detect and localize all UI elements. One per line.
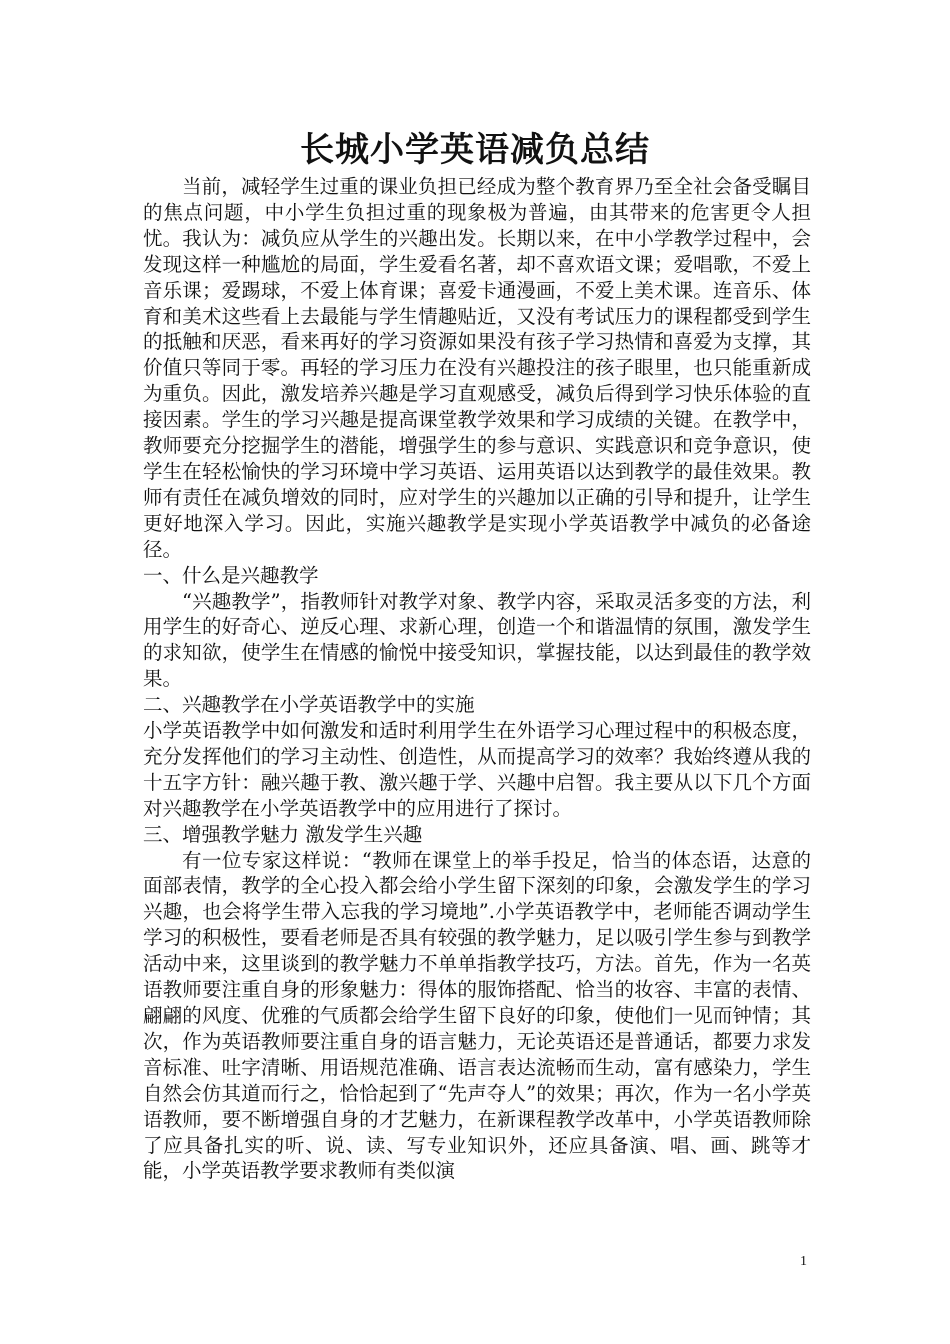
section-2-heading: 二、兴趣教学在小学英语教学中的实施 xyxy=(143,693,475,717)
section-1-paragraph: “兴趣教学”，指教师针对教学对象、教学内容，采取灵活多变的方法，利用学生的好奇心、逆反心理、求新心理，创造一个和谐温情的氛围，激发学生的求知欲，使学生在情感的愉悦中接受知识，掌握技能，以达到最佳的教学效果。 xyxy=(143,589,811,691)
intro-paragraph: 当前，减轻学生过重的课业负担已经成为整个教育界乃至全社会备受瞩目的焦点问题，中小学生负担过重的现象极为普遍，由其带来的危害更令人担忧。我认为：减负应从学生的兴趣出发。长期以来，在中小学教学过程中，会发现这样一种尴尬的局面，学生爱看名著，却不喜欢语文课；爱唱歌，不爱上音乐课；爱踢球，不爱上体育课；喜爱卡通漫画，不爱上美术课。连音乐、体育和美术这些看上去最能与学生情趣贴近，又没有考试压力的课程都受到学生的抵触和厌恶，看来再好的学习资源如果没有孩子学习热情和喜爱为支撑，其价值只等同于零。再轻的学习压力在没有兴趣投注的孩子眼里，也只能重新成为重负。因此，激发培养兴趣是学习直观感受，减负后得到学习快乐体验的直接因素。学生的学习兴趣是提高课堂教学效果和学习成绩的关键。在教学中，教师要充分挖掘学生的潜能，增强学生的参与意识、实践意识和竞争意识，使学生在轻松愉快的学习环境中学习英语、运用英语以达到教学的最佳效果。教师有责任在减负增效的同时，应对学生的兴趣加以正确的引导和提升，让学生更好地深入学习。因此，实施兴趣教学是实现小学英语教学中减负的必备途径。 xyxy=(143,175,811,561)
document-title: 长城小学英语减负总结 xyxy=(300,130,650,170)
section-1-heading: 一、什么是兴趣教学 xyxy=(143,563,319,587)
page-number: 1 xyxy=(800,1254,807,1269)
section-2-paragraph: 小学英语教学中如何激发和适时利用学生在外语学习心理过程中的积极态度，充分发挥他们的学习主动性、创造性，从而提高学习的效率？我始终遵从我的十五字方针：融兴趣于教、激兴趣于学、兴趣中启智。我主要从以下几个方面对兴趣教学在小学英语教学中的应用进行了探讨。 xyxy=(143,719,811,820)
section-3-heading: 三、增强教学魅力 激发学生兴趣 xyxy=(143,822,423,846)
section-3-paragraph: 有一位专家这样说：“教师在课堂上的举手投足，恰当的体态语，达意的面部表情，教学的全心投入都会给小学生留下深刻的印象，会激发学生的学习兴趣，也会将学生带入忘我的学习境地”.小学英语教学中，老师能否调动学生学习的积极性，要看老师是否具有较强的教学魅力，足以吸引学生参与到教学活动中来，这里谈到的教学魅力不单单指教学技巧，方法。首先，作为一名英语教师要注重自身的形象魅力：得体的服饰搭配、恰当的妆容、丰富的表情、翩翩的风度、优雅的气质都会给学生留下良好的印象，使他们一见而钟情；其次，作为英语教师要注重自身的语言魅力，无论英语还是普通话，都要力求发音标准、吐字清晰、用语规范准确、语言表达流畅而生动，富有感染力，学生自然会仿其道而行之，恰恰起到了“先声夺人”的效果；再次，作为一名小学英语教师，要不断增强自身的才艺魅力，在新课程教学改革中，小学英语教师除了应具备扎实的听、说、读、写专业知识外，还应具备演、唱、画、跳等才能，小学英语教学要求教师有类似演 xyxy=(143,848,811,1183)
document-body xyxy=(143,174,811,1184)
